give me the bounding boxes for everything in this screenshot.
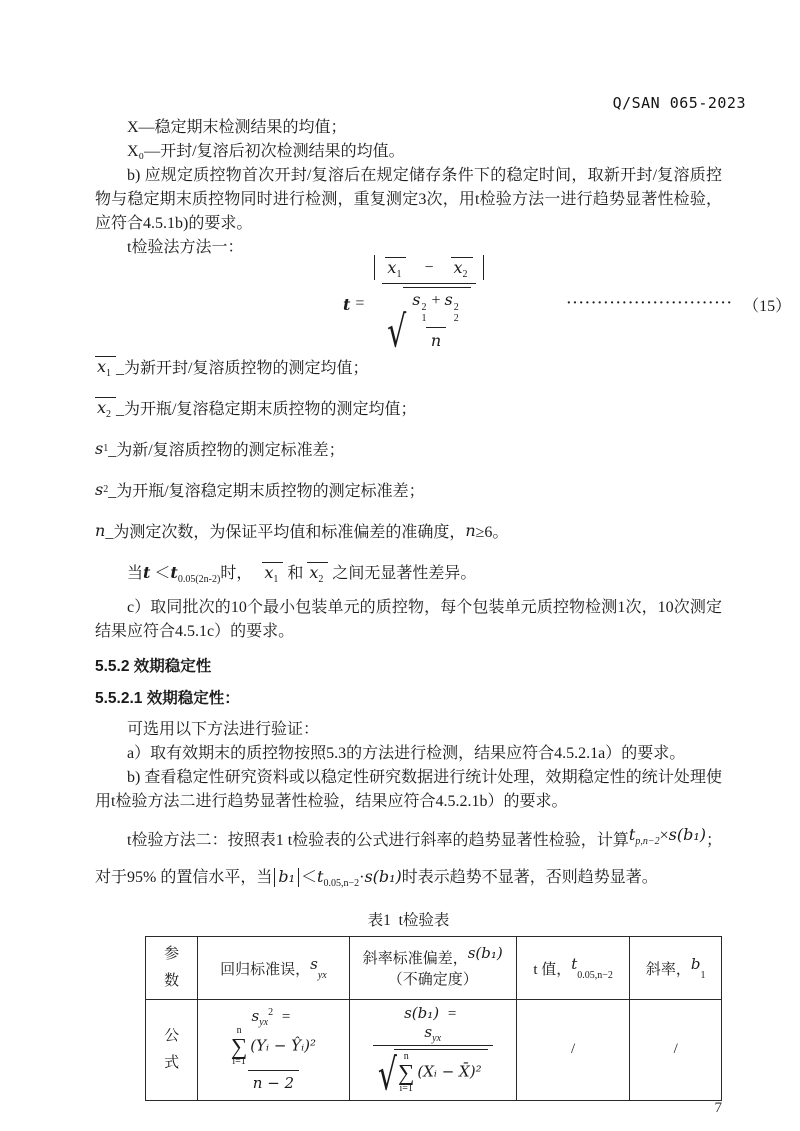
header-label: t 值， bbox=[533, 961, 572, 978]
mean-x0-definition: X₀—开封/复溶后初次检测结果的均值。 bbox=[127, 143, 405, 160]
square-root bbox=[387, 287, 471, 359]
math-token: b₁ bbox=[278, 867, 296, 886]
xbar2 bbox=[307, 562, 328, 583]
sub-sup-stack bbox=[422, 302, 427, 324]
text: t检验方法二：按照表1 t检验表的公式进行斜率的趋势显著性检验，计算 bbox=[127, 832, 629, 849]
cell-t-value: / bbox=[516, 1000, 629, 1101]
header-label: 回归标准误， bbox=[220, 961, 311, 978]
math-sub: 0.05,n−2 bbox=[323, 878, 360, 889]
table-header-row bbox=[146, 937, 722, 1000]
text: 之间无显著性差异。 bbox=[332, 565, 477, 582]
cell-formula-label bbox=[146, 1000, 198, 1101]
definition-text: _为开瓶/复溶稳定期末质控物的测定均值； bbox=[116, 401, 417, 418]
text: 时， bbox=[220, 565, 253, 582]
math-token: s bbox=[444, 290, 453, 310]
math-token: b bbox=[690, 954, 701, 973]
text: 的置信水平，当 bbox=[160, 869, 273, 886]
dot-operator: · bbox=[359, 869, 365, 886]
radical-sign: √ bbox=[377, 1050, 397, 1102]
heading-5-5-2: 5.5.2 效期稳定性 bbox=[95, 658, 212, 675]
header-label: 斜率标准偏差， bbox=[362, 951, 468, 967]
math-token: t bbox=[317, 867, 324, 886]
definition-x2 bbox=[95, 387, 722, 428]
inner-numerator bbox=[407, 290, 464, 327]
summation bbox=[231, 1026, 247, 1068]
inline-formula-tps bbox=[628, 825, 706, 847]
math-token: x bbox=[264, 563, 274, 582]
item-b2-paragraph: b) 查看稳定性研究资料或以稳定性研究数据进行统计处理，效期稳定性的统计处理使用t检验方法二进行趋势显著性检验，结果应符合4.5.2.1b）的要求。 bbox=[95, 769, 722, 810]
syx-denominator bbox=[248, 1070, 299, 1093]
math-sub: 2 bbox=[462, 268, 468, 280]
math-token: s bbox=[424, 1023, 433, 1041]
math-token: s bbox=[310, 954, 318, 973]
sub-sup-stack bbox=[454, 302, 459, 324]
syx-fraction bbox=[226, 1026, 321, 1094]
equals-sign: = bbox=[355, 295, 365, 312]
math-token: t bbox=[343, 294, 351, 314]
sb1-denominator bbox=[373, 1045, 493, 1102]
radicand bbox=[394, 1049, 488, 1094]
header-line2: （不确定度） bbox=[387, 972, 478, 988]
t-comparison-statement bbox=[95, 559, 722, 588]
square-root bbox=[377, 1049, 488, 1102]
definition-n bbox=[95, 510, 722, 551]
math-token: s(b₁) bbox=[364, 867, 402, 886]
sb1-fraction bbox=[373, 1023, 493, 1102]
math-token: t bbox=[571, 954, 578, 973]
text: ；对于95% bbox=[95, 832, 722, 886]
header-line1 bbox=[355, 944, 511, 968]
t-test-table bbox=[145, 936, 722, 1101]
xbar1 bbox=[95, 356, 116, 377]
math-token: (Xᵢ − X̄)² bbox=[417, 1062, 482, 1081]
t-fraction bbox=[369, 255, 488, 359]
math-token: x bbox=[97, 356, 107, 376]
inner-fraction bbox=[407, 290, 464, 351]
page-number: 7 bbox=[714, 1100, 722, 1116]
xbar2 bbox=[451, 257, 472, 278]
sum-lower: i=1 bbox=[232, 1056, 246, 1068]
xbar1 bbox=[385, 257, 406, 278]
formula-label: 公式 bbox=[164, 1027, 180, 1071]
math-token: s bbox=[95, 439, 104, 458]
header-param-label: 参数 bbox=[164, 946, 180, 989]
sigma-symbol: ∑ bbox=[230, 1033, 248, 1059]
formula-number: （15） bbox=[743, 297, 792, 315]
definition-s2: s 2 _为开瓶/复溶稳定期末质控物的测定标准差； bbox=[95, 480, 425, 500]
math-sub: 2 bbox=[106, 408, 112, 420]
t-method2-paragraph bbox=[95, 822, 722, 896]
math-token: n − 2 bbox=[252, 1074, 295, 1093]
sb1-numerator bbox=[419, 1023, 446, 1045]
math-sub: 1 bbox=[396, 268, 402, 280]
absolute-value bbox=[374, 255, 483, 280]
text: 时表示趋势不显著，否则趋势显著。 bbox=[401, 869, 658, 886]
mean-x-definition: X—稳定期末检测结果的均值； bbox=[127, 119, 347, 136]
sum-lower: i=1 bbox=[399, 1082, 413, 1094]
definition-s1: s 1 _为新/复溶质控物的测定标准差； bbox=[95, 439, 345, 459]
item-b-paragraph: b) 应规定质控物首次开封/复溶后在规定储存条件下的稳定时间，取新开封/复溶质控物与稳定期末质控物同时进行检测，重复测定3次，用t检验方法一进行趋势显著性检验，应符合4.5.1b)的要求。 bbox=[95, 167, 722, 232]
definition-text: _为开瓶/复溶稳定期末质控物的测定标准差； bbox=[108, 483, 425, 500]
fraction-numerator bbox=[369, 255, 488, 283]
math-sup: 2 bbox=[268, 1006, 274, 1018]
verification-intro: 可选用以下方法进行验证： bbox=[127, 721, 320, 738]
math-token: x bbox=[309, 563, 319, 582]
less-than-sign: ＜ bbox=[301, 869, 318, 886]
math-sub: yx bbox=[432, 1033, 442, 1044]
math-token: t bbox=[143, 563, 151, 582]
math-sub: 1 bbox=[273, 574, 279, 585]
absolute-value bbox=[274, 868, 299, 887]
cell-syx-formula bbox=[198, 1000, 349, 1101]
plus-sign: + bbox=[431, 292, 441, 310]
sum-upper: n bbox=[236, 1024, 242, 1036]
item-c-paragraph: c）取同批次的10个最小包装单元的质控物，每个包装单元质控物检测1次，10次测定结果应符合4.5.1c）的要求。 bbox=[95, 599, 722, 640]
math-sub: 1 bbox=[106, 367, 112, 379]
math-sub: 2 bbox=[453, 313, 459, 325]
math-sub: p,n−2 bbox=[635, 836, 660, 847]
math-token: t bbox=[170, 563, 178, 582]
math-token: s(b₁) bbox=[467, 944, 503, 962]
definition-text: _为新/复溶质控物的测定标准差； bbox=[108, 442, 345, 459]
sigma-symbol: ∑ bbox=[397, 1060, 415, 1085]
math-sub: 0.05,n−2 bbox=[577, 969, 613, 981]
heading-5-5-2-1: 5.5.2.1 效期稳定性： bbox=[95, 690, 240, 707]
definition-tail: ≥6。 bbox=[475, 524, 509, 541]
definition-text: _为新开封/复溶质控物的测定均值； bbox=[116, 360, 369, 377]
minus-sign: − bbox=[424, 258, 434, 276]
math-token: s bbox=[251, 1006, 260, 1025]
math-token: n bbox=[430, 331, 442, 351]
xbar1 bbox=[262, 562, 283, 583]
math-token: n bbox=[95, 521, 106, 540]
radicand bbox=[403, 287, 470, 351]
math-token: t bbox=[628, 825, 636, 844]
item-a-paragraph: a）取有效期末的质控物按照5.3的方法进行检测，结果应符合4.5.2.1a）的要求。 bbox=[127, 745, 686, 762]
text: 当 bbox=[127, 565, 144, 582]
less-than-sign: ＜ bbox=[154, 565, 171, 582]
math-sup: 2 bbox=[421, 302, 427, 314]
math-token: x bbox=[453, 257, 463, 277]
math-token: s bbox=[95, 480, 104, 499]
radical-sign: √ bbox=[387, 307, 407, 359]
sum-upper: n bbox=[403, 1051, 409, 1062]
header-label: 斜率， bbox=[645, 961, 691, 978]
table-caption: 表1 t检验表 bbox=[367, 912, 450, 929]
doc-number: Q/SAN 065-2023 bbox=[612, 94, 746, 112]
math-token: s(b₁) bbox=[668, 825, 706, 844]
header-slope-std-deviation bbox=[349, 937, 516, 1000]
cell-slope-value: / bbox=[630, 1000, 722, 1101]
summation bbox=[398, 1052, 414, 1094]
math-token: s(b₁) bbox=[404, 1004, 440, 1022]
math-sub: 0.05(2n-2) bbox=[177, 574, 221, 585]
times-sign: × bbox=[659, 827, 669, 844]
math-sub: yx bbox=[259, 1016, 269, 1028]
header-param bbox=[146, 937, 198, 1000]
inner-denominator bbox=[426, 327, 446, 351]
syx-numerator bbox=[226, 1026, 321, 1071]
math-token: n bbox=[465, 521, 476, 540]
math-sub: 2 bbox=[318, 574, 324, 585]
math-token: x bbox=[97, 397, 107, 417]
equals-sign: = bbox=[281, 1008, 291, 1025]
math-token: x bbox=[387, 257, 397, 277]
header-t-value bbox=[516, 937, 629, 1000]
page-content bbox=[95, 116, 792, 1102]
formula-15 bbox=[95, 257, 792, 359]
text: 和 bbox=[287, 565, 304, 582]
header-regression-std-error bbox=[198, 937, 349, 1000]
header-slope bbox=[630, 937, 722, 1000]
fraction-denominator bbox=[382, 283, 476, 359]
math-token: s bbox=[412, 290, 421, 310]
math-sub: 1 bbox=[421, 313, 427, 325]
definition-text: _为测定次数，为保证平均值和标准偏差的准确度， bbox=[105, 524, 466, 541]
math-token: (Yᵢ − Ŷᵢ)² bbox=[250, 1035, 316, 1054]
xbar2 bbox=[95, 397, 116, 418]
math-sub: yx bbox=[317, 969, 327, 981]
math-sup: 2 bbox=[453, 302, 459, 314]
dot-leader: ··························· bbox=[566, 296, 734, 311]
equals-sign: = bbox=[447, 1006, 457, 1022]
math-sub: 1 bbox=[700, 969, 706, 981]
t-method1-label: t检验法方法一： bbox=[127, 239, 244, 256]
table-formula-row bbox=[146, 1000, 722, 1101]
cell-sb1-formula bbox=[349, 1000, 516, 1101]
